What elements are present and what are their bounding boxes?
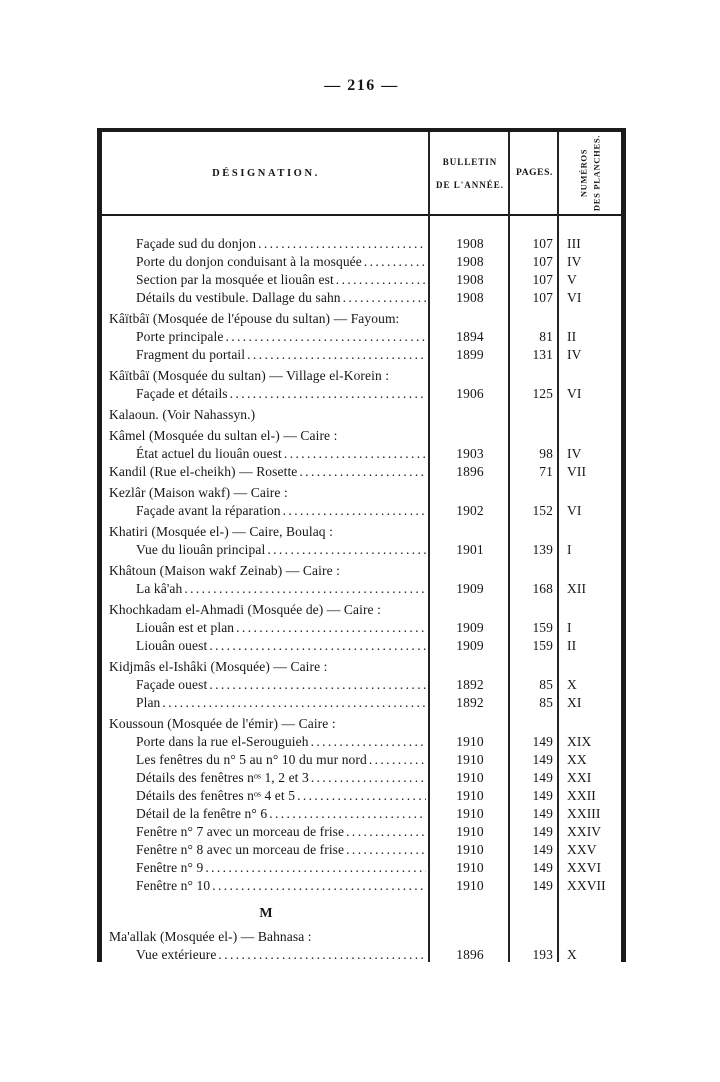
bulletin-year-value: 1892 (456, 695, 484, 710)
header-planches-line2: DES PLANCHES. (591, 134, 601, 212)
designation-cell (102, 946, 430, 962)
page-value: 149 (532, 788, 553, 803)
header-bulletin-line2: DE L'ANNÉE. (435, 179, 504, 190)
bulletin-year-value: 1899 (456, 347, 484, 362)
page-value: 149 (532, 860, 553, 875)
group-row (102, 367, 621, 385)
entry-label: Kandil (Rue el-cheikh) — Rosette (109, 464, 298, 479)
bulletin-year-value: 1910 (456, 806, 484, 821)
entry-label: La kâ'ah (136, 581, 183, 596)
designation-cell (102, 541, 430, 559)
table-row (102, 946, 621, 962)
designation-cell (102, 253, 430, 271)
bulletin-year-value: 1909 (456, 620, 484, 635)
designation-cell (102, 271, 430, 289)
designation-cell (102, 823, 430, 841)
header-bulletin (430, 132, 510, 214)
dot-leader (245, 346, 426, 364)
table-row (102, 769, 621, 787)
bulletin-year-value: 1908 (456, 254, 484, 269)
dot-leader (234, 619, 426, 637)
designation-cell (102, 694, 430, 712)
column-divider-3 (557, 132, 559, 962)
designation-cell (102, 502, 430, 520)
page-value: 125 (532, 386, 553, 401)
entry-label: Les fenêtres du n° 5 au n° 10 du mur nord (136, 752, 367, 767)
plate-numeral: I (567, 542, 572, 557)
plate-numeral: XX (567, 752, 587, 767)
dot-leader (341, 289, 426, 307)
plate-numeral: II (567, 329, 577, 344)
dot-leader (203, 859, 426, 877)
page-value: 149 (532, 842, 553, 857)
group-label: Ma'allak (Mosquée el-) — Bahnasa : (109, 929, 312, 944)
entry-label: Fragment du portail (136, 347, 246, 362)
section-letter: M (259, 906, 273, 921)
group-label: Khatiri (Mosquée el-) — Caire, Boulaq : (109, 524, 333, 539)
index-table (97, 128, 626, 962)
bulletin-year-value: 1908 (456, 236, 484, 251)
table-row (102, 235, 621, 253)
table-row (102, 541, 621, 559)
designation-cell (102, 385, 430, 403)
table-row (102, 580, 621, 598)
plate-numeral: IV (567, 254, 582, 269)
page-value: 149 (532, 824, 553, 839)
page-value: 159 (532, 620, 553, 635)
table-row (102, 253, 621, 271)
table-row (102, 751, 621, 769)
table-row (102, 271, 621, 289)
plate-numeral: X (567, 677, 577, 692)
table-row (102, 502, 621, 520)
header-designation: DÉSIGNATION. (212, 167, 320, 179)
designation-cell (102, 859, 430, 877)
table-row (102, 619, 621, 637)
dot-leader (228, 385, 426, 403)
page-value: 193 (532, 947, 553, 962)
plate-numeral: IV (567, 446, 582, 461)
plate-numeral: XII (567, 581, 587, 596)
entry-label: Plan (136, 695, 161, 710)
group-row (102, 427, 621, 445)
dot-leader (265, 541, 426, 559)
group-label: Khâtoun (Maison wakf Zeinab) — Caire : (109, 563, 340, 578)
entry-label: Détails du vestibule. Dallage du sahn (136, 290, 341, 305)
page-value: 149 (532, 770, 553, 785)
entry-label: Façade avant la réparation (136, 503, 281, 518)
header-planches (559, 132, 621, 214)
header-planches-rotated (578, 135, 603, 211)
column-divider-1 (428, 132, 430, 962)
table-row (102, 805, 621, 823)
page-value: 159 (532, 638, 553, 653)
page-value: 107 (532, 236, 553, 251)
page-value: 107 (532, 254, 553, 269)
bulletin-year-value: 1910 (456, 842, 484, 857)
designation-cell (102, 235, 430, 253)
page-value: 107 (532, 290, 553, 305)
entry-label: Détail de la fenêtre n° 6 (136, 806, 268, 821)
bulletin-year-value: 1896 (456, 464, 484, 479)
table-row (102, 445, 621, 463)
entry-label: Porte principale (136, 329, 224, 344)
page-value: 152 (532, 503, 553, 518)
entry-label: Façade sud du donjon (136, 236, 257, 251)
designation-cell (102, 445, 430, 463)
plate-numeral: VI (567, 386, 582, 401)
table-row (102, 328, 621, 346)
plate-numeral: XXII (567, 788, 596, 803)
dot-leader (309, 769, 426, 787)
entry-label: Liouân ouest (136, 638, 208, 653)
dot-leader (344, 841, 426, 859)
bulletin-year-value: 1903 (456, 446, 484, 461)
entry-label: Porte dans la rue el-Serouguieh (136, 734, 309, 749)
plate-numeral: XXV (567, 842, 597, 857)
page-value: 98 (539, 446, 553, 461)
table-row (102, 346, 621, 364)
group-row (102, 715, 621, 733)
bulletin-year-value: 1910 (456, 824, 484, 839)
entry-label: Vue extérieure (136, 947, 217, 962)
table-row (102, 733, 621, 751)
bulletin-year-value: 1902 (456, 503, 484, 518)
dot-leader (267, 805, 426, 823)
entry-label: Fenêtre n° 10 (136, 878, 211, 893)
page-value: 131 (532, 347, 553, 362)
dot-leader (256, 235, 426, 253)
plate-numeral: XXVII (567, 878, 606, 893)
plate-numeral: I (567, 620, 572, 635)
plate-numeral: XIX (567, 734, 592, 749)
bulletin-year-value: 1894 (456, 329, 484, 344)
designation-cell (102, 328, 430, 346)
group-label: Kidjmâs el-Ishâki (Mosquée) — Caire : (109, 659, 328, 674)
dot-leader (160, 694, 426, 712)
table-row (102, 676, 621, 694)
bulletin-year-value: 1909 (456, 638, 484, 653)
designation-cell (102, 619, 430, 637)
group-label: Kezlâr (Maison wakf) — Caire : (109, 485, 288, 500)
plate-numeral: VII (567, 464, 587, 479)
group-row (102, 928, 621, 946)
page-value: 149 (532, 806, 553, 821)
entry-label: Détails des fenêtres nᵒˢ 1, 2 et 3 (136, 770, 309, 785)
bulletin-year-value: 1896 (456, 947, 484, 962)
designation-cell (102, 805, 430, 823)
dot-leader (207, 676, 426, 694)
entry-label: Porte du donjon conduisant à la mosquée (136, 254, 362, 269)
page-value: 139 (532, 542, 553, 557)
bulletin-year-value: 1908 (456, 272, 484, 287)
page-value: 85 (539, 677, 553, 692)
plate-numeral: IV (567, 347, 582, 362)
dot-leader (297, 463, 426, 481)
entry-label: État actuel du liouân ouest (136, 446, 282, 461)
entry-label: Fenêtre n° 9 (136, 860, 204, 875)
bulletin-year-value: 1910 (456, 788, 484, 803)
dot-leader (210, 877, 426, 895)
entry-label: Vue du liouân principal (136, 542, 266, 557)
plate-numeral: XXI (567, 770, 592, 785)
entry-label: Fenêtre n° 7 avec un morceau de frise (136, 824, 345, 839)
table-row (102, 841, 621, 859)
designation-cell (102, 289, 430, 307)
dot-leader (282, 445, 426, 463)
plate-numeral: XXVI (567, 860, 602, 875)
group-label: Kalaoun. (Voir Nahassyn.) (109, 407, 256, 422)
bulletin-year-value: 1892 (456, 677, 484, 692)
bulletin-year-value: 1910 (456, 752, 484, 767)
dot-leader (281, 502, 426, 520)
bulletin-year-value: 1910 (456, 734, 484, 749)
plate-numeral: V (567, 272, 577, 287)
header-pages: PAGES. (516, 168, 553, 178)
group-label: Koussoun (Mosquée de l'émir) — Caire : (109, 716, 336, 731)
entry-label: Liouân est et plan (136, 620, 235, 635)
plate-numeral: X (567, 947, 577, 962)
dot-leader (295, 787, 426, 805)
group-row (102, 523, 621, 541)
plate-numeral: VI (567, 290, 582, 305)
designation-cell (102, 346, 430, 364)
page-value: 81 (539, 329, 553, 344)
entry-label: Façade ouest (136, 677, 208, 692)
page-value: 149 (532, 878, 553, 893)
page-value: 71 (539, 464, 553, 479)
plate-numeral: XI (567, 695, 582, 710)
plate-numeral: XXIII (567, 806, 601, 821)
plate-numeral: III (567, 236, 581, 251)
group-row (102, 658, 621, 676)
table-row (102, 877, 621, 895)
page-value: 149 (532, 734, 553, 749)
group-row (102, 406, 621, 424)
table-header-row (102, 132, 621, 216)
table-row (102, 787, 621, 805)
designation-cell (102, 751, 430, 769)
plate-numeral: II (567, 638, 577, 653)
page-number: — 216 — (324, 77, 399, 94)
plate-numeral: XXIV (567, 824, 602, 839)
dot-leader (362, 253, 426, 271)
dot-leader (216, 946, 426, 962)
designation-cell (102, 841, 430, 859)
group-label: Kâmel (Mosquée du sultan el-) — Caire : (109, 428, 338, 443)
group-row (102, 601, 621, 619)
bulletin-year-value: 1910 (456, 860, 484, 875)
designation-cell (102, 877, 430, 895)
bulletin-year-value: 1909 (456, 581, 484, 596)
designation-cell (102, 580, 430, 598)
designation-cell (102, 676, 430, 694)
group-label: Kâïtbâï (Mosquée de l'épouse du sultan) — Fayoum: (109, 311, 400, 326)
section-row (102, 905, 621, 923)
group-row (102, 484, 621, 502)
plate-numeral: VI (567, 503, 582, 518)
bulletin-year-value: 1910 (456, 770, 484, 785)
table-row (102, 289, 621, 307)
table-row (102, 463, 621, 481)
entry-label: Fenêtre n° 8 avec un morceau de frise (136, 842, 345, 857)
designation-cell (102, 733, 430, 751)
bulletin-year-value: 1906 (456, 386, 484, 401)
dot-leader (207, 637, 426, 655)
page-value: 149 (532, 752, 553, 767)
group-label: Khochkadam el-Ahmadi (Mosquée de) — Caire : (109, 602, 381, 617)
page-value: 85 (539, 695, 553, 710)
dot-leader (309, 733, 426, 751)
group-row (102, 562, 621, 580)
dot-leader (334, 271, 426, 289)
table-row (102, 859, 621, 877)
designation-cell (102, 769, 430, 787)
dot-leader (223, 328, 426, 346)
group-label: Kâïtbâï (Mosquée du sultan) — Village el-Korein : (109, 368, 390, 383)
designation-cell (102, 463, 430, 481)
bulletin-year-value: 1901 (456, 542, 484, 557)
header-bulletin-line1: BULLETIN (442, 156, 498, 167)
group-row (102, 310, 621, 328)
dot-leader (182, 580, 426, 598)
header-planches-line1: NUMÉROS (578, 148, 589, 198)
page-value: 107 (532, 272, 553, 287)
column-divider-2 (508, 132, 510, 962)
designation-cell (102, 787, 430, 805)
table-rows (102, 216, 621, 962)
table-row (102, 694, 621, 712)
dot-leader (344, 823, 426, 841)
table-row (102, 637, 621, 655)
table-row (102, 823, 621, 841)
entry-label: Section par la mosquée et liouân est (136, 272, 334, 287)
entry-label: Détails des fenêtres nᵒˢ 4 et 5 (136, 788, 296, 803)
table-row (102, 385, 621, 403)
page-value: 168 (532, 581, 553, 596)
bulletin-year-value: 1910 (456, 878, 484, 893)
bulletin-year-value: 1908 (456, 290, 484, 305)
designation-cell (102, 637, 430, 655)
entry-label: Façade et détails (136, 386, 228, 401)
dot-leader (367, 751, 426, 769)
